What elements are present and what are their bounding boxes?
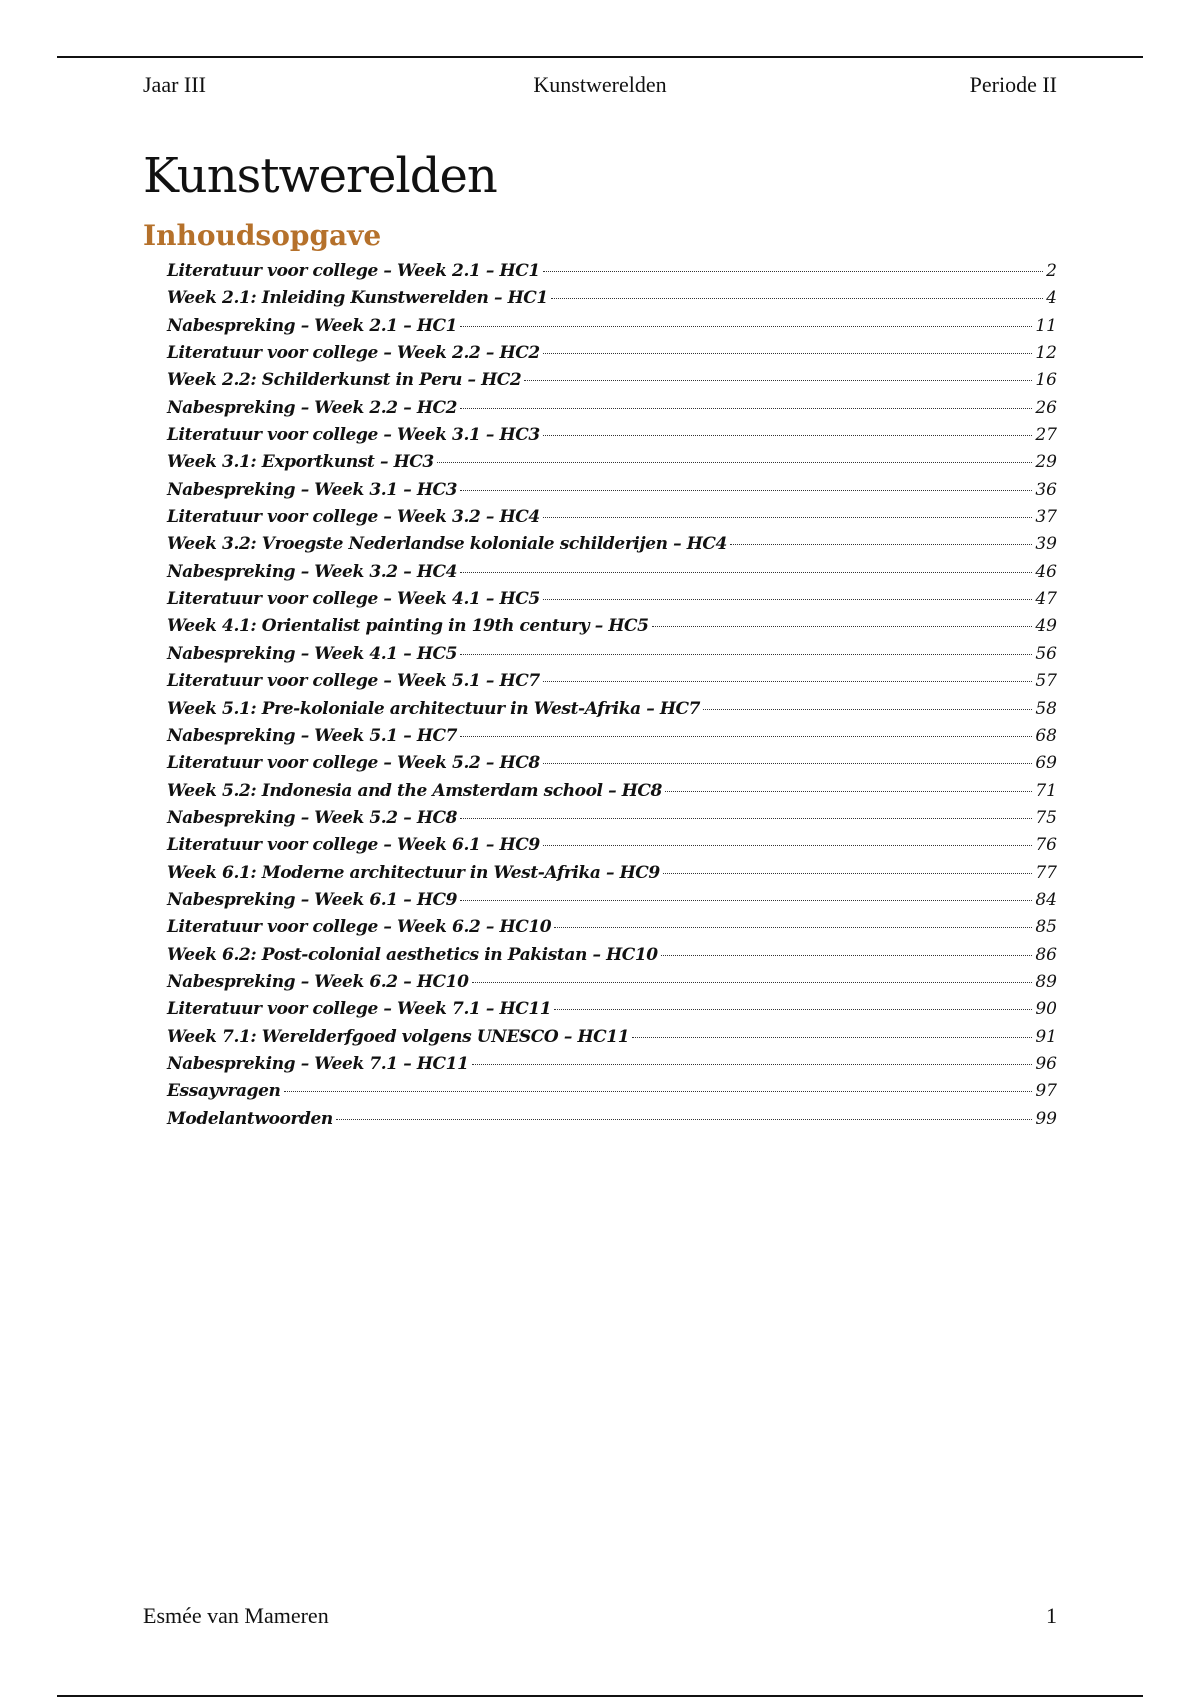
toc-entry[interactable] (167, 942, 1057, 969)
page-footer (143, 1603, 1057, 1633)
toc-entry[interactable] (167, 668, 1057, 695)
footer-rule (57, 1695, 1143, 1697)
header-year: Jaar III (143, 72, 206, 97)
toc-entry-page: 29 (1035, 452, 1057, 473)
toc-entry[interactable] (167, 914, 1057, 941)
toc-dot-leader (460, 818, 1032, 819)
toc-entry-label: Modelantwoorden (167, 1108, 333, 1129)
toc-entry-label: Literatuur voor college – Week 6.1 – HC9 (167, 835, 540, 856)
toc-dot-leader (460, 490, 1032, 491)
toc-entry[interactable] (167, 313, 1057, 340)
toc-entry[interactable] (167, 969, 1057, 996)
toc-entry-label: Literatuur voor college – Week 2.1 – HC1 (167, 261, 540, 281)
toc-dot-leader (460, 572, 1032, 573)
toc-entry[interactable] (167, 805, 1057, 832)
toc-entry-page: 90 (1035, 999, 1057, 1020)
toc-entry[interactable] (167, 778, 1057, 805)
toc-entry-label: Week 2.1: Inleiding Kunstwerelden – HC1 (167, 288, 548, 309)
toc-dot-leader (543, 271, 1043, 272)
toc-entry-label: Literatuur voor college – Week 3.2 – HC4 (167, 507, 540, 528)
toc-dot-leader (524, 380, 1032, 381)
toc-entry-page: 77 (1035, 862, 1057, 883)
toc-entry-page: 57 (1035, 671, 1057, 692)
toc-entry-label: Nabespreking – Week 6.1 – HC9 (167, 889, 458, 910)
toc-dot-leader (554, 927, 1032, 928)
toc-entry-label: Nabespreking – Week 6.2 – HC10 (167, 971, 469, 992)
toc-entry-label: Literatuur voor college – Week 6.2 – HC10 (167, 917, 552, 938)
toc-entry-label: Week 4.1: Orientalist painting in 19th century – HC5 (167, 616, 649, 637)
toc-dot-leader (730, 544, 1032, 545)
toc-entry-page: 2 (1046, 261, 1057, 281)
toc-dot-leader (460, 326, 1032, 327)
toc-entry-label: Essayvragen (167, 1081, 281, 1102)
toc-entry-label: Literatuur voor college – Week 4.1 – HC5 (167, 589, 540, 610)
toc-entry-label: Week 5.2: Indonesia and the Amsterdam school – HC8 (167, 780, 662, 801)
toc-dot-leader (543, 763, 1033, 764)
toc-dot-leader (632, 1037, 1032, 1038)
toc-entry-label: Week 2.2: Schilderkunst in Peru – HC2 (167, 370, 522, 391)
toc-dot-leader (661, 955, 1033, 956)
toc-dot-leader (460, 654, 1032, 655)
header-period: Periode II (969, 72, 1057, 97)
toc-entry-page: 85 (1035, 917, 1057, 938)
toc-entry-label: Week 6.2: Post-colonial aesthetics in Pakistan – HC10 (167, 944, 658, 965)
toc-entry[interactable] (167, 586, 1057, 613)
toc-entry-page: 89 (1035, 971, 1057, 992)
toc-entry-label: Nabespreking – Week 5.1 – HC7 (167, 725, 458, 746)
toc-entry-page: 99 (1035, 1108, 1057, 1129)
toc-entry-label: Week 6.1: Moderne architectuur in West-Afrika – HC9 (167, 862, 660, 883)
toc-entry-page: 71 (1035, 780, 1057, 801)
header-rule (57, 56, 1143, 58)
toc-entry-page: 56 (1035, 643, 1057, 664)
toc-entry-label: Nabespreking – Week 2.1 – HC1 (167, 315, 458, 336)
toc-dot-leader (472, 982, 1033, 983)
toc-entry[interactable] (167, 449, 1057, 476)
toc-entry-page: 26 (1035, 397, 1057, 418)
toc-entry-page: 11 (1035, 315, 1057, 336)
toc-entry-page: 39 (1035, 534, 1057, 555)
toc-entry-label: Nabespreking – Week 7.1 – HC11 (167, 1053, 469, 1074)
toc-dot-leader (543, 517, 1033, 518)
toc-entry[interactable] (167, 723, 1057, 750)
toc-entry[interactable] (167, 559, 1057, 586)
toc-entry-label: Nabespreking – Week 4.1 – HC5 (167, 643, 458, 664)
toc-entry-label: Literatuur voor college – Week 2.2 – HC2 (167, 343, 540, 364)
toc-entry-label: Nabespreking – Week 5.2 – HC8 (167, 807, 458, 828)
toc-entry[interactable] (167, 1051, 1057, 1078)
toc-entry[interactable] (167, 285, 1057, 312)
toc-entry-label: Week 7.1: Werelderfgoed volgens UNESCO – HC11 (167, 1026, 630, 1047)
toc-entry[interactable] (167, 860, 1057, 887)
toc-entry[interactable] (167, 340, 1057, 367)
toc-entry-label: Nabespreking – Week 3.2 – HC4 (167, 561, 458, 582)
toc-dot-leader (460, 736, 1032, 737)
toc-entry-page: 75 (1035, 807, 1057, 828)
toc-entry-page: 91 (1035, 1026, 1057, 1047)
toc-entry-page: 36 (1035, 479, 1057, 500)
toc-entry-label: Nabespreking – Week 3.1 – HC3 (167, 479, 458, 500)
toc-entry-label: Nabespreking – Week 2.2 – HC2 (167, 397, 458, 418)
toc-entry-label: Literatuur voor college – Week 7.1 – HC11 (167, 999, 552, 1020)
toc-dot-leader (543, 599, 1033, 600)
toc-dot-leader (460, 408, 1032, 409)
toc-entry[interactable] (167, 613, 1057, 640)
toc-dot-leader (703, 709, 1032, 710)
toc-entry[interactable] (167, 531, 1057, 558)
toc-dot-leader (460, 900, 1032, 901)
toc-entry-page: 27 (1035, 425, 1057, 446)
toc-entry-page: 49 (1035, 616, 1057, 637)
toc-entry[interactable] (167, 367, 1057, 394)
toc-dot-leader (554, 1009, 1032, 1010)
footer-page-number: 1 (1046, 1603, 1057, 1628)
toc-dot-leader (665, 791, 1032, 792)
toc-entry-page: 12 (1035, 343, 1057, 364)
toc-entry-page: 68 (1035, 725, 1057, 746)
toc-entry-page: 86 (1035, 944, 1057, 965)
toc-dot-leader (652, 626, 1033, 627)
toc-entry[interactable] (167, 996, 1057, 1023)
toc-entry-page: 97 (1035, 1081, 1057, 1102)
toc-entry[interactable] (167, 422, 1057, 449)
toc-entry-page: 76 (1035, 835, 1057, 856)
toc-entry[interactable] (167, 258, 1057, 285)
toc-entry-page: 37 (1035, 507, 1057, 528)
toc-dot-leader (437, 462, 1033, 463)
toc-dot-leader (284, 1091, 1033, 1092)
document-title: Kunstwerelden (143, 148, 497, 204)
toc-entry-page: 47 (1035, 589, 1057, 610)
toc-entry-label: Literatuur voor college – Week 5.1 – HC7 (167, 671, 540, 692)
toc-dot-leader (336, 1119, 1032, 1120)
toc-entry[interactable] (167, 504, 1057, 531)
table-of-contents (167, 258, 1057, 1133)
toc-entry-page: 69 (1035, 753, 1057, 774)
toc-dot-leader (472, 1064, 1033, 1065)
toc-entry[interactable] (167, 696, 1057, 723)
toc-heading: Inhoudsopgave (143, 219, 382, 252)
toc-entry[interactable] (167, 750, 1057, 777)
toc-entry[interactable] (167, 1106, 1057, 1133)
toc-entry-page: 58 (1035, 698, 1057, 719)
toc-entry[interactable] (167, 1024, 1057, 1051)
toc-entry-page: 16 (1035, 370, 1057, 391)
header-course: Kunstwerelden (533, 72, 667, 97)
toc-entry[interactable] (167, 395, 1057, 422)
toc-entry[interactable] (167, 832, 1057, 859)
toc-entry-label: Week 3.2: Vroegste Nederlandse koloniale schilderijen – HC4 (167, 534, 727, 555)
footer-author: Esmée van Mameren (143, 1603, 329, 1628)
toc-dot-leader (663, 873, 1033, 874)
toc-entry-label: Literatuur voor college – Week 3.1 – HC3 (167, 425, 540, 446)
toc-dot-leader (551, 298, 1043, 299)
toc-entry-page: 84 (1035, 889, 1057, 910)
toc-dot-leader (543, 435, 1033, 436)
toc-entry[interactable] (167, 477, 1057, 504)
toc-entry-label: Week 3.1: Exportkunst – HC3 (167, 452, 434, 473)
toc-entry-page: 4 (1046, 288, 1057, 309)
toc-dot-leader (543, 845, 1033, 846)
toc-entry[interactable] (167, 641, 1057, 668)
page-header (143, 72, 1057, 102)
toc-entry-label: Literatuur voor college – Week 5.2 – HC8 (167, 753, 540, 774)
toc-entry-page: 96 (1035, 1053, 1057, 1074)
toc-entry[interactable] (167, 887, 1057, 914)
toc-dot-leader (543, 353, 1033, 354)
toc-entry[interactable] (167, 1078, 1057, 1105)
toc-dot-leader (543, 681, 1033, 682)
toc-entry-label: Week 5.1: Pre-koloniale architectuur in West-Afrika – HC7 (167, 698, 701, 719)
toc-entry-page: 46 (1035, 561, 1057, 582)
